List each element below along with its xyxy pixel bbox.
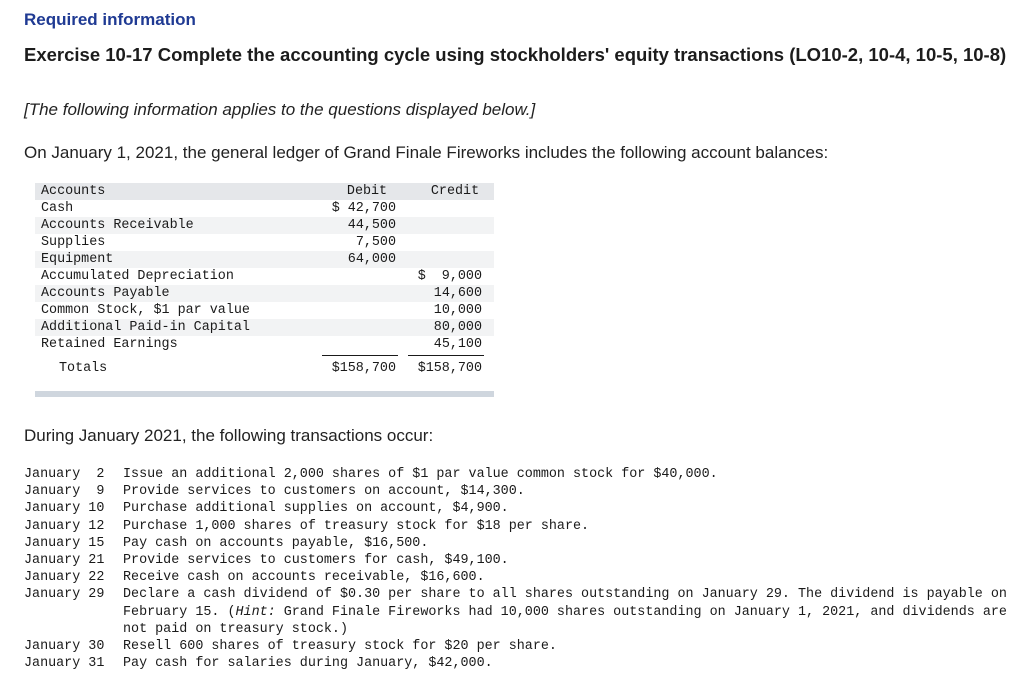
- list-item: [24, 535, 1014, 552]
- account-name: Equipment: [41, 252, 114, 267]
- account-balances-table: [35, 183, 494, 398]
- transaction-description: Provide services to customers on account, $14,300.: [123, 484, 525, 500]
- table-row: [35, 319, 494, 336]
- description-part: Declare a cash dividend of $0.30 per share to all shares outstanding on January 29. The dividend is payable on February 15. (: [123, 587, 1007, 620]
- transaction-description: Pay cash on accounts payable, $16,500.: [123, 535, 429, 551]
- total-debit: $158,700: [331, 361, 396, 376]
- account-name: Additional Paid-in Capital: [41, 320, 250, 335]
- account-name: Accumulated Depreciation: [41, 269, 234, 284]
- account-name: Retained Earnings: [41, 337, 178, 352]
- credit-value: 10,000: [433, 303, 482, 318]
- table-footer-bar: [35, 391, 494, 397]
- totals-row: [35, 360, 494, 377]
- info-note: [The following information applies to the questions displayed below.]: [24, 100, 536, 119]
- account-name: Common Stock, $1 par value: [41, 303, 250, 318]
- transaction-date: January 22: [24, 570, 105, 586]
- debit-value: 7,500: [355, 235, 396, 250]
- credit-value: $ 9,000: [417, 269, 482, 284]
- exercise-title: Exercise 10-17 Complete the accounting cycle using stockholders' equity transactions (LO10-2, 10-4, 10-5, 10-8): [24, 44, 1007, 65]
- debit-value: $ 42,700: [331, 201, 396, 216]
- transaction-description: Pay cash for salaries during January, $42,000.: [123, 656, 493, 672]
- hint-label: Hint:: [235, 604, 276, 620]
- transaction-date: January 9: [24, 484, 105, 500]
- transactions-list: [24, 466, 1014, 672]
- description-part: Grand Finale Fireworks had 10,000 shares outstanding on January 1, 2021, and dividends are not paid on treasury stock.): [123, 604, 1007, 637]
- debit-underline: [322, 355, 398, 356]
- table-header-row: [35, 183, 494, 200]
- list-item: [24, 638, 1014, 655]
- list-item: [24, 518, 1014, 535]
- table-row: [35, 268, 494, 285]
- transaction-description: Provide services to customers for cash, $49,100.: [123, 553, 509, 569]
- table-row: [35, 285, 494, 302]
- transaction-description: Receive cash on accounts receivable, $16,600.: [123, 570, 485, 586]
- credit-value: 14,600: [433, 286, 482, 301]
- transaction-date: January 15: [24, 535, 105, 551]
- list-item: [24, 483, 1014, 500]
- col-accounts-header: Accounts: [41, 184, 106, 199]
- account-name: Cash: [41, 201, 74, 216]
- credit-underline: [408, 355, 484, 356]
- total-credit: $158,700: [417, 361, 482, 376]
- list-item: [24, 655, 1014, 672]
- debit-value: 64,000: [347, 252, 396, 267]
- credit-value: 80,000: [433, 320, 482, 335]
- list-item: [24, 466, 1014, 483]
- transaction-description: Issue an additional 2,000 shares of $1 par value common stock for $40,000.: [123, 467, 718, 482]
- table-row: [35, 200, 494, 217]
- intro-text: On January 1, 2021, the general ledger of Grand Finale Fireworks includes the following account balances:: [24, 143, 829, 162]
- transaction-description: Resell 600 shares of treasury stock for $20 per share.: [123, 639, 557, 655]
- account-name: Supplies: [41, 235, 106, 250]
- list-item: [24, 569, 1014, 586]
- transaction-date: January 21: [24, 553, 105, 569]
- table-row: [35, 234, 494, 251]
- transaction-description: Purchase additional supplies on account, $4,900.: [123, 501, 509, 517]
- list-item: [24, 500, 1014, 517]
- transactions-intro: During January 2021, the following transactions occur:: [24, 426, 434, 445]
- transaction-description: [123, 586, 1014, 638]
- list-item: [24, 586, 1014, 638]
- required-information-heading: Required information: [24, 10, 196, 29]
- col-credit-header: Credit: [430, 184, 480, 199]
- table-row: [35, 217, 494, 234]
- debit-value: 44,500: [347, 218, 396, 233]
- col-debit-header: Debit: [346, 184, 388, 199]
- account-name: Accounts Payable: [41, 286, 170, 301]
- totals-label: Totals: [59, 361, 108, 376]
- account-name: Accounts Receivable: [41, 218, 194, 233]
- list-item: [24, 552, 1014, 569]
- table-row: [35, 336, 494, 353]
- transaction-date: January 30: [24, 639, 105, 655]
- transaction-date: January 12: [24, 518, 105, 534]
- table-row: [35, 251, 494, 268]
- table-row: [35, 302, 494, 319]
- transaction-date: January 31: [24, 656, 105, 672]
- transaction-description: Purchase 1,000 shares of treasury stock for $18 per share.: [123, 518, 590, 534]
- transaction-date: January 10: [24, 501, 105, 517]
- transaction-date: January 2: [24, 467, 105, 482]
- transaction-date: January 29: [24, 587, 105, 603]
- credit-value: 45,100: [433, 337, 482, 352]
